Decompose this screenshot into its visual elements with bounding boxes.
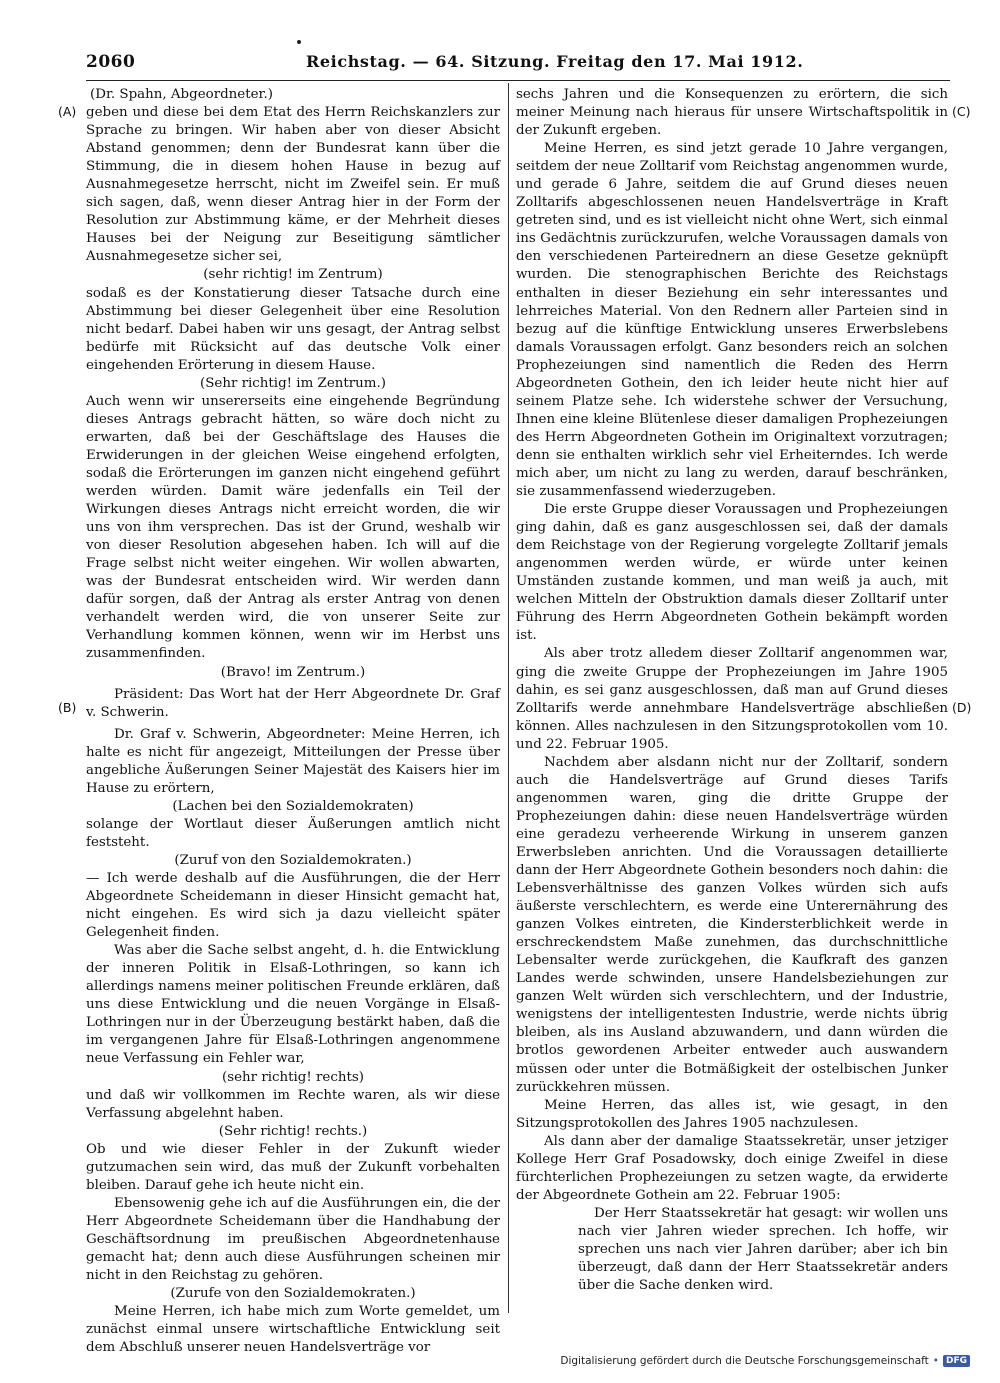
paragraph: Als aber trotz alledem dieser Zolltarif angenommen war, ging die zweite Gruppe der Prophezeiungen im Jahre 1905 dahin, es sei ganz ausgeschlossen, daß man auf Grund dieses Zolltarifs werde annehmbare Handelsverträge abschließen können. Alles nachzulesen in den Sitzungsprotokollen vom 10. und 22. Februar 1905.: [516, 646, 948, 752]
president-remark: Präsident: Das Wort hat der Herr Abgeordnete Dr. Graf v. Schwerin.: [86, 686, 500, 720]
interjection: (Zuruf von den Sozialdemokraten.): [174, 852, 412, 868]
column-divider: [508, 83, 509, 1313]
interjection: (Zurufe von den Sozialdemokraten.): [170, 1286, 416, 1302]
speaker-continuation: (Dr. Spahn, Abgeordneter.): [90, 87, 273, 102]
interjection: (Bravo! im Zentrum.): [220, 664, 366, 680]
paragraph: und daß wir vollkommen im Rechte waren, als wir diese Verfassung abgelehnt haben.: [86, 1087, 500, 1121]
paragraph: sechs Jahren und die Konsequenzen zu erörtern, die sich meiner Meinung nach hieraus für unsere Wirtschaftspolitik in der Zukunft ergeben.: [516, 87, 948, 139]
paragraph: Auch wenn wir unsererseits eine eingehende Begründung dieses Antrags gebracht hätten, so wäre doch nicht zu erwarten, daß bei der Geschäftslage des Hauses die Erwiderungen in der gleichen Weise eingehend erfolgten, sodaß die Erörterungen im ganzen nicht eingehend geführt werden würden. Damit wäre jedenfalls ein Teil der Wirkungen dieses Antrags nicht erreicht worden, die wir uns von ihm versprechen. Das ist der Grund, weshalb wir von dieser Resolution abgesehen haben. Ich will auf die Frage selbst nicht weiter eingehen. Wir wollen abwarten, was der Bundesrat entscheiden wird. Wir werden dann dafür sorgen, daß der Antrag als erster Antrag von denen verhandelt werden wird, die von unserer Seite zur Verhandlung kommen können, wenn wir im Herbst uns zusammenfinden.: [86, 393, 500, 662]
margin-mark-d: (D): [952, 700, 972, 715]
paragraph: — Ich werde deshalb auf die Ausführungen, die der Herr Abgeordnete Scheidemann in dieser Hinsicht gemacht hat, nicht eingehen. Es wird sich ja dazu vielleicht später Gelegenheit finden.: [86, 871, 500, 941]
interjection: (sehr richtig! im Zentrum): [203, 267, 383, 283]
dfg-logo: DFG: [943, 1355, 970, 1367]
credit-text: Digitalisierung gefördert durch die Deutsche Forschungsgemeinschaft: [560, 1355, 929, 1367]
paragraph: Die erste Gruppe dieser Voraussagen und Prophezeiungen ging dahin, daß es ganz ausgeschlossen sei, daß der damals dem Reichstage von der Regierung vorgelegte Zolltarif jemals angenommen werden würde, er würde unter keinen Umständen zustande kommen, und man weiß ja auch, mit welchen Mitteln der Obstruktion damals dieser Zolltarif unter Führung des Herrn Abgeordneten Gothein bekämpft worden ist.: [516, 502, 948, 644]
paragraph: geben und diese bei dem Etat des Herrn Reichskanzlers zur Sprache zu bringen. Wir haben aber von dieser Absicht Abstand genommen; denn der Bundesrat kann über die Stimmung, die in diesem hohen Hause in bezug auf Ausnahmegesetze herrscht, nicht im Zweifel sein. Er muß sich sagen, daß, wenn dieser Antrag hier in der Form der Resolution zur Abstimmung käme, er der Mehrheit dieses Hauses bei der Neigung zur Beseitigung sämtlicher Ausnahmegesetze sicher sei,: [86, 105, 500, 265]
paragraph: sodaß es der Konstatierung dieser Tatsache durch eine Abstimmung bei dieser Gelegenheit über eine Resolution nicht bedarf. Dabei haben wir uns gesagt, der Antrag selbst bedürfe mit Rücksicht auf das deutsche Volk einer eingehenden Erörterung in diesem Hause.: [86, 285, 500, 373]
page-number: 2060: [86, 52, 136, 72]
quotation: Der Herr Staatssekretär hat gesagt: wir wollen uns nach vier Jahren wieder sprechen. Ich hoffe, wir sprechen uns nach vier Jahren darüber; aber ich bin überzeugt, daß dann der Herr Staatssekretär anders über die Sache denken wird.: [578, 1205, 948, 1294]
paragraph: Ob und wie dieser Fehler in der Zukunft wieder gutzumachen sein wird, das muß der Zukunft vorbehalten bleiben. Darauf gehe ich heute nicht ein.: [86, 1141, 500, 1193]
footer-credit: [560, 1355, 970, 1367]
interjection: (Sehr richtig! im Zentrum.): [200, 375, 386, 391]
speech-opening: Dr. Graf v. Schwerin, Abgeordneter: Meine Herren, ich halte es nicht für angezeigt, Mitteilungen der Presse über angebliche Äußerungen Seiner Majestät des Kaisers hier im Hause zu erörtern,: [86, 726, 500, 796]
margin-mark-c: (C): [952, 104, 971, 119]
page-header: [86, 52, 950, 78]
paragraph: Ebensowenig gehe ich auf die Ausführungen ein, die der Herr Abgeordnete Scheidemann über die Handhabung der Geschäftsordnung im preußischen Abgeordnetenhause gemacht hat; denn auch diese Ausführungen scheinen mir nicht in den Reichstag zu gehören.: [86, 1195, 500, 1284]
interjection: (Sehr richtig! rechts.): [218, 1123, 368, 1139]
paragraph: Meine Herren, es sind jetzt gerade 10 Jahre vergangen, seitdem der neue Zolltarif vom Reichstag angenommen wurde, und gerade 6 Jahre, seitdem die auf Grund dieses neuen Zolltarifs abgeschlossenen neuen Handelsverträge in Kraft getreten sind, und es ist vielleicht nicht ohne Wert, sich einmal ins Gedächtnis zurückzurufen, welche Voraussagen damals von den verschiedenen Parteirednern an diese Gesetze geknüpft wurden. Die stenographischen Berichte des Reichstags enthalten in dieser Beziehung ein sehr interessantes und lehrreiches Material. Von den Rednern aller Parteien sind in bezug auf die künftige Entwicklung unseres Erwerbslebens damals Voraussagen erfolgt. Ganz besonders reich an solchen Prophezeiungen sind namentlich die Reden des Herrn Abgeordneten Gothein, den ich leider heute nicht hier auf seinem Platze sehe. Ich widerstehe schwer der Versuchung, Ihnen eine kleine Blütenlese dieser damaligen Prophezeiungen des Herrn Abgeordneten Gothein im Originaltext vorzutragen; denn sie enthalten wirklich sehr viel Erheiterndes. Ich werde mich aber, um nicht zu lang zu werden, darauf beschränken, sie zusammenfassend wiederzugeben.: [516, 141, 948, 500]
paragraph: Meine Herren, das alles ist, wie gesagt, in den Sitzungsprotokollen des Jahres 1905 nachzulesen.: [516, 1097, 948, 1131]
margin-mark-a: (A): [58, 104, 77, 119]
left-column: [86, 86, 500, 1357]
interjection: (Lachen bei den Sozialdemokraten): [172, 798, 414, 814]
paragraph: Meine Herren, ich habe mich zum Worte gemeldet, um zunächst einmal unsere wirtschaftliche Entwicklung seit dem Abschluß unserer neuen Handelsverträge vor: [86, 1304, 500, 1356]
running-head: Reichstag. — 64. Sitzung. Freitag den 17. Mai 1912.: [306, 52, 804, 71]
header-rule: [86, 80, 950, 81]
right-column: [516, 86, 948, 1295]
print-speck: [297, 40, 301, 44]
separator-dot: •: [932, 1355, 939, 1367]
paragraph: Was aber die Sache selbst angeht, d. h. die Entwicklung der inneren Politik in Elsaß-Lothringen, so kann ich allerdings namens meiner politischen Freunde erklären, daß uns diese Entwicklung und die neuen Vorgänge in Elsaß-Lothringen nur in der Überzeugung bestärkt haben, daß die im vergangenen Jahre für Elsaß-Lothringen angenommene neue Verfassung ein Fehler war,: [86, 943, 500, 1067]
paragraph: solange der Wortlaut dieser Äußerungen amtlich nicht feststeht.: [86, 816, 500, 850]
paragraph: Nachdem aber alsdann nicht nur der Zolltarif, sondern auch die Handelsverträge auf Grund dieses Tarifs angenommen waren, ging die dritte Gruppe der Prophezeiungen dahin: diese neuen Handelsverträge würden eine geradezu verheerende Wirkung in unserem ganzen Erwerbsleben anrichten. Und die Voraussagen detaillierte dann der Herr Abgeordnete Gothein besonders noch dahin: die Lebensverhältnisse des ganzen Volkes würden sich aufs äußerste verschlechtern, es werde eine Unterernährung des ganzen Volkes eintreten, die Kindersterblichkeit werde in erschreckendstem Maße zunehmen, das durchschnittliche Lebensalter werde zurückgehen, die Kaufkraft des ganzen Landes werde schwinden, unsere Handelsbeziehungen zur ganzen Welt würden sich verschlechtern, und der Industrie, wenigstens der intelligentesten Industrie, werde nichts übrig bleiben, als ins Ausland abzuwandern, und dann würden die brotlos gewordenen Arbeiter entweder auch auswandern müssen oder unter die Botmäßigkeit der ostelbischen Junker zurückkehren müssen.: [516, 754, 948, 1095]
paragraph: Als dann aber der damalige Staatssekretär, unser jetziger Kollege Herr Graf Posadowsky, doch einige Zweifel in diese fürchterlichen Prophezeiungen zu setzen wagte, da erwiderte der Abgeordnete Gothein am 22. Februar 1905:: [516, 1133, 948, 1203]
interjection: (sehr richtig! rechts): [222, 1069, 364, 1085]
margin-mark-b: (B): [58, 700, 77, 715]
